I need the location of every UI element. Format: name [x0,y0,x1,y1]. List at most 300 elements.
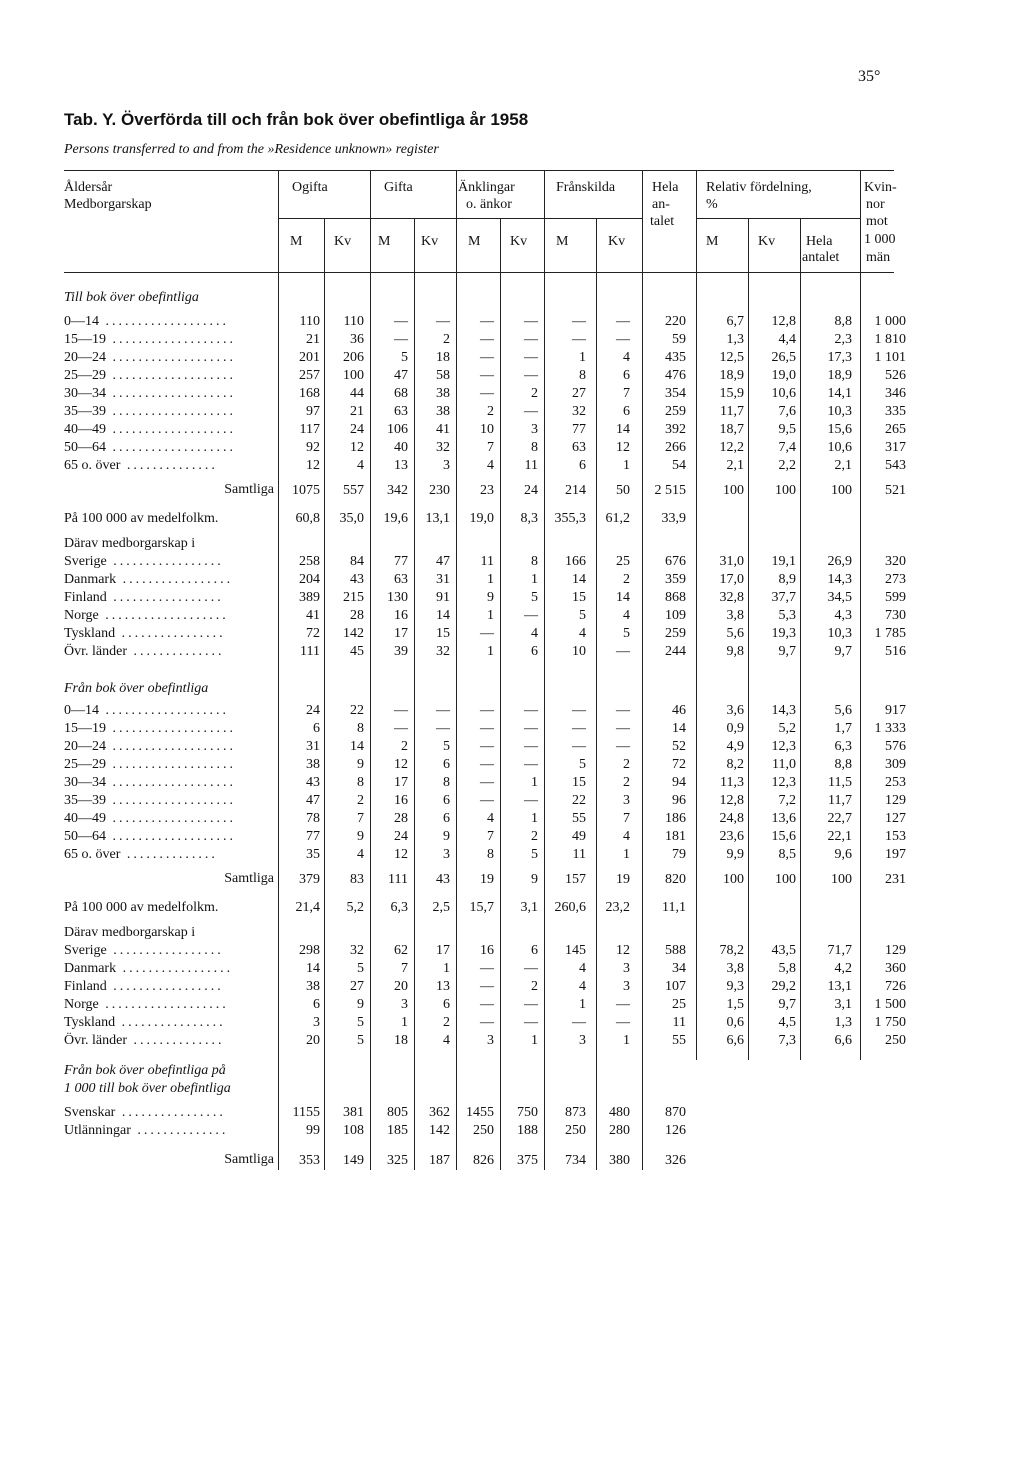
table-cell: 78 [306,811,320,826]
table-cell: 1 [487,572,494,587]
table-cell: 60,8 [295,511,320,526]
table-cell: 24 [394,829,408,844]
table-cell: 18 [436,350,450,365]
table-cell: 206 [343,350,364,365]
table-cell: 41 [436,422,450,437]
leader-dots: ................... [106,757,236,772]
table-cell: — [524,961,538,976]
table-cell: 1 [623,1033,630,1048]
row-label: Finland ................. [64,590,224,605]
table-cell: 2 [623,572,630,587]
table-cell: 12 [394,847,408,862]
table-cell: 185 [387,1123,408,1138]
table-cell: 8 [579,368,586,383]
table-cell: — [394,721,408,736]
table-cell: 15,6 [827,422,852,437]
table-cell: 10,6 [771,386,796,401]
table-cell: 20 [306,1033,320,1048]
table-cell: 5 [357,961,364,976]
table-cell: 8,2 [726,757,744,772]
table-cell: 1 [531,811,538,826]
table-cell: 4,5 [778,1015,796,1030]
table-cell: 55 [672,1033,686,1048]
table-cell: 149 [343,1153,364,1168]
table-cell: 1 785 [874,626,906,641]
table-cell: 22 [350,703,364,718]
row-label: 50—64 ................... [64,829,236,844]
leader-dots: ................... [106,386,236,401]
row-label: 30—34 ................... [64,386,236,401]
table-cell: 521 [885,483,906,498]
table-cell: 2 [623,775,630,790]
header-m: M [468,234,481,249]
table-cell: 13 [436,979,450,994]
table-cell: 9,3 [726,979,744,994]
table-cell: 11 [524,458,538,473]
table-cell: — [616,1015,630,1030]
leader-dots: ................... [106,332,236,347]
table-cell: — [616,997,630,1012]
header-franskilda: Frånskilda [556,180,616,195]
row-label: 25—29 ................... [64,757,236,772]
row-label: Tyskland ................ [64,626,226,641]
table-cell: 231 [885,872,906,887]
table-cell: 21,4 [295,900,320,915]
table-cell: 13,1 [425,511,450,526]
table-cell: 8 [357,775,364,790]
leader-dots: ................. [106,979,224,994]
table-cell: 2 [357,793,364,808]
row-label: Övr. länder .............. [64,1033,225,1048]
table-cell: 335 [885,404,906,419]
section-ratio-1: Från bok över obefintliga på [64,1063,226,1078]
table-cell: 389 [299,590,320,605]
table-cell: 9 [357,829,364,844]
table-cell: 153 [885,829,906,844]
table-cell: 77 [306,829,320,844]
table-cell: 110 [343,314,364,329]
table-cell: 40 [394,440,408,455]
leader-dots: ................... [106,404,236,419]
table-cell: 18 [394,1033,408,1048]
table-cell: 15 [572,590,586,605]
table-cell: 353 [299,1153,320,1168]
table-cell: 96 [672,793,686,808]
table-cell: 250 [885,1033,906,1048]
table-cell: 5,2 [778,721,796,736]
leader-dots: ................... [106,793,236,808]
table-cell: 25 [672,997,686,1012]
table-cell: 145 [565,943,586,958]
table-cell: 4 [623,350,630,365]
table-subtitle: Persons transferred to and from the »Residence unknown» register [64,142,439,157]
table-cell: 7 [487,829,494,844]
row-label: Norge ................... [64,608,229,623]
row-label-total: Samtliga [224,1152,274,1167]
table-cell: 3,1 [834,997,852,1012]
table-cell: 6 [443,811,450,826]
table-cell: 28 [394,811,408,826]
table-cell: 2 515 [654,483,686,498]
table-cell: 9 [357,757,364,772]
table-cell: 186 [665,811,686,826]
table-cell: 71,7 [827,943,852,958]
table-cell: 6 [579,458,586,473]
header-m: M [556,234,569,249]
table-cell: 820 [665,872,686,887]
table-cell: 21 [350,404,364,419]
header-hela: Hela [652,180,679,195]
table-cell: 0,6 [726,1015,744,1030]
row-label: 40—49 ................... [64,422,236,437]
table-cell: 18,9 [719,368,744,383]
table-cell: — [480,757,494,772]
leader-dots: ................ [115,626,226,641]
row-label: Finland ................. [64,979,224,994]
table-cell: — [480,386,494,401]
header-anklingar: Änklingar [458,180,515,195]
table-cell: 130 [387,590,408,605]
table-cell: — [480,314,494,329]
table-cell: 14 [616,422,630,437]
row-label: 30—34 ................... [64,775,236,790]
table-cell: 59 [672,332,686,347]
table-cell: 45 [350,644,364,659]
table-cell: 4,4 [778,332,796,347]
table-cell: 3 [401,997,408,1012]
table-cell: 17 [394,775,408,790]
table-cell: 13,6 [771,811,796,826]
table-cell: 1 333 [874,721,906,736]
leader-dots: ................ [115,1105,226,1120]
table-cell: 100 [831,872,852,887]
table-cell: — [572,332,586,347]
table-cell: 4 [487,458,494,473]
table-cell: 19,0 [469,511,494,526]
table-cell: 1,3 [834,1015,852,1030]
table-cell: 2,2 [778,458,796,473]
table-cell: 215 [343,590,364,605]
leader-dots: .............. [130,1123,229,1138]
table-cell: 46 [672,703,686,718]
table-cell: 61,2 [605,511,630,526]
table-cell: 166 [565,554,586,569]
table-cell: 12,2 [719,440,744,455]
table-cell: — [616,644,630,659]
table-cell: 1 [623,458,630,473]
subheader-rule-relativ [696,218,860,219]
table-cell: 26,9 [827,554,852,569]
table-cell: 6,7 [726,314,744,329]
table-cell: 12 [394,757,408,772]
table-cell: 3 [623,793,630,808]
header-kv: Kv [334,234,352,249]
table-cell: 97 [306,404,320,419]
table-cell: 359 [665,572,686,587]
row-label: 35—39 ................... [64,404,236,419]
table-cell: 5,8 [778,961,796,976]
table-cell: 26,5 [771,350,796,365]
table-cell: 1,3 [726,332,744,347]
table-cell: 2,5 [432,900,450,915]
table-cell: 4 [531,626,538,641]
row-label: Tyskland ................ [64,1015,226,1030]
table-cell: 3,6 [726,703,744,718]
table-cell: 5 [579,608,586,623]
table-cell: 39 [394,644,408,659]
table-cell: 17 [436,943,450,958]
table-cell: 435 [665,350,686,365]
header-bottom-rule [64,272,894,273]
table-cell: 15 [572,775,586,790]
table-cell: 12 [350,440,364,455]
table-cell: — [436,314,450,329]
leader-dots: ................... [106,739,236,754]
table-cell: 576 [885,739,906,754]
table-cell: 72 [306,626,320,641]
table-cell: 24 [350,422,364,437]
table-cell: 38 [306,979,320,994]
table-cell: 1 [443,961,450,976]
table-cell: — [394,314,408,329]
table-cell: 9,7 [778,644,796,659]
table-cell: — [480,350,494,365]
table-cell: 16 [394,608,408,623]
table-cell: 22,1 [827,829,852,844]
table-cell: 10 [480,422,494,437]
table-cell: 29,2 [771,979,796,994]
table-cell: 3,8 [726,608,744,623]
table-cell: 1075 [292,483,320,498]
table-cell: 4 [357,847,364,862]
table-cell: — [524,757,538,772]
table-cell: 12,8 [771,314,796,329]
table-cell: 77 [394,554,408,569]
table-cell: 41 [306,608,320,623]
table-cell: 220 [665,314,686,329]
table-cell: 9,9 [726,847,744,862]
table-cell: 1 101 [874,350,906,365]
table-cell: 77 [572,422,586,437]
table-cell: 38 [436,386,450,401]
header-kv: Kv [608,234,626,249]
table-cell: 12,5 [719,350,744,365]
table-cell: 38 [436,404,450,419]
table-cell: — [480,368,494,383]
header-rel-hela: Hela [806,234,833,249]
table-cell: — [480,703,494,718]
table-cell: 7 [357,811,364,826]
table-cell: 72 [672,757,686,772]
table-cell: 250 [565,1123,586,1138]
row-label: 50—64 ................... [64,440,236,455]
table-cell: 14 [436,608,450,623]
table-cell: 3,8 [726,961,744,976]
table-cell: 84 [350,554,364,569]
table-cell: 9 [487,590,494,605]
table-cell: 52 [672,739,686,754]
table-cell: 6,3 [390,900,408,915]
row-label: På 100 000 av medelfolkm. [64,511,219,526]
table-cell: 5 [579,757,586,772]
table-cell: 11,5 [828,775,852,790]
table-cell: 19 [616,872,630,887]
table-cell: 8 [487,847,494,862]
table-cell: 78,2 [719,943,744,958]
table-cell: 8 [443,775,450,790]
table-cell: 3 [623,961,630,976]
table-cell: 354 [665,386,686,401]
table-cell: 157 [565,872,586,887]
table-cell: 17,3 [827,350,852,365]
table-cell: 11 [672,1015,686,1030]
row-label-total: Samtliga [224,871,274,886]
table-cell: 266 [665,440,686,455]
table-cell: 100 [775,872,796,887]
row-label: 20—24 ................... [64,350,236,365]
table-cell: 142 [343,626,364,641]
table-cell: 23,6 [719,829,744,844]
table-cell: 19,1 [771,554,796,569]
header-medborgarskap: Medborgarskap [64,197,152,212]
table-cell: — [394,703,408,718]
table-cell: 18,9 [827,368,852,383]
table-cell: 92 [306,440,320,455]
table-cell: 557 [343,483,364,498]
table-cell: 2,3 [834,332,852,347]
table-cell: 43,5 [771,943,796,958]
table-cell: 129 [885,793,906,808]
table-cell: 68 [394,386,408,401]
table-cell: 309 [885,757,906,772]
table-cell: 1 [579,350,586,365]
table-cell: 31,0 [719,554,744,569]
table-cell: — [616,739,630,754]
table-cell: 14,1 [827,386,852,401]
table-cell: 734 [565,1153,586,1168]
table-cell: 9 [531,872,538,887]
table-cell: 4 [579,979,586,994]
table-cell: 7,3 [778,1033,796,1048]
table-cell: 16 [394,793,408,808]
table-cell: — [480,332,494,347]
table-cell: 3,1 [520,900,538,915]
header-kv: Kv [421,234,439,249]
table-cell: — [480,997,494,1012]
section-fran: Från bok över obefintliga [64,681,209,696]
table-cell: 1,5 [726,997,744,1012]
table-title: Tab. Y. Överförda till och från bok över obefintliga år 1958 [64,110,529,129]
table-cell: 14 [572,572,586,587]
row-label: 15—19 ................... [64,332,236,347]
leader-dots: ................... [106,350,236,365]
table-cell: 6 [531,644,538,659]
table-cell: 63 [394,404,408,419]
table-cell: 8 [357,721,364,736]
table-cell: 257 [299,368,320,383]
table-cell: 10,3 [827,626,852,641]
table-cell: 111 [300,644,320,659]
table-cell: 94 [672,775,686,790]
table-cell: 870 [665,1105,686,1120]
leader-dots: ................. [106,943,224,958]
table-cell: 9,8 [726,644,744,659]
table-cell: 6,6 [834,1033,852,1048]
table-cell: 100 [775,483,796,498]
table-cell: 8,3 [520,511,538,526]
table-cell: 730 [885,608,906,623]
table-cell: — [480,626,494,641]
table-cell: 109 [665,608,686,623]
table-cell: 320 [885,554,906,569]
table-cell: 15 [436,626,450,641]
table-cell: 21 [306,332,320,347]
table-cell: 31 [306,739,320,754]
table-cell: 259 [665,626,686,641]
row-label: 25—29 ................... [64,368,236,383]
leader-dots: ................... [98,997,229,1012]
table-cell: 22 [572,793,586,808]
table-cell: 5 [357,1033,364,1048]
table-cell: 35,0 [339,511,364,526]
leader-dots: ................... [106,775,236,790]
table-cell: 13 [394,458,408,473]
table-cell: 9 [357,997,364,1012]
table-cell: 7,6 [778,404,796,419]
table-cell: 253 [885,775,906,790]
table-cell: 3 [313,1015,320,1030]
section-till: Till bok över obefintliga [64,290,199,305]
header-hela-2: an- [652,197,670,212]
table-cell: 2 [623,757,630,772]
row-label: Övr. länder .............. [64,644,225,659]
table-cell: — [524,739,538,754]
table-cell: 342 [387,483,408,498]
table-cell: 10,6 [827,440,852,455]
table-cell: 204 [299,572,320,587]
leader-dots: ................... [99,703,229,718]
table-cell: 117 [299,422,320,437]
table-cell: 126 [665,1123,686,1138]
table-cell: 197 [885,847,906,862]
header-m: M [706,234,719,249]
table-cell: 7 [623,386,630,401]
row-label: Utlänningar .............. [64,1123,229,1138]
row-label: Norge ................... [64,997,229,1012]
table-cell: 1 [487,644,494,659]
table-cell: — [480,721,494,736]
leader-dots: ................... [106,811,236,826]
table-cell: — [480,961,494,976]
table-cell: 44 [350,386,364,401]
table-cell: 325 [387,1153,408,1168]
table-cell: 24 [306,703,320,718]
table-cell: 111 [388,872,408,887]
table-cell: 55 [572,811,586,826]
table-cell: 181 [665,829,686,844]
table-cell: 5 [531,847,538,862]
table-cell: 1 750 [874,1015,906,1030]
table-cell: 17,0 [719,572,744,587]
table-cell: 32 [436,440,450,455]
table-cell: 37,7 [771,590,796,605]
table-cell: 129 [885,943,906,958]
row-label: Därav medborgarskap i [64,536,196,551]
row-label: Sverige ................. [64,943,224,958]
table-cell: 1 [623,847,630,862]
table-cell: 34 [672,961,686,976]
header-top-rule [64,170,894,171]
